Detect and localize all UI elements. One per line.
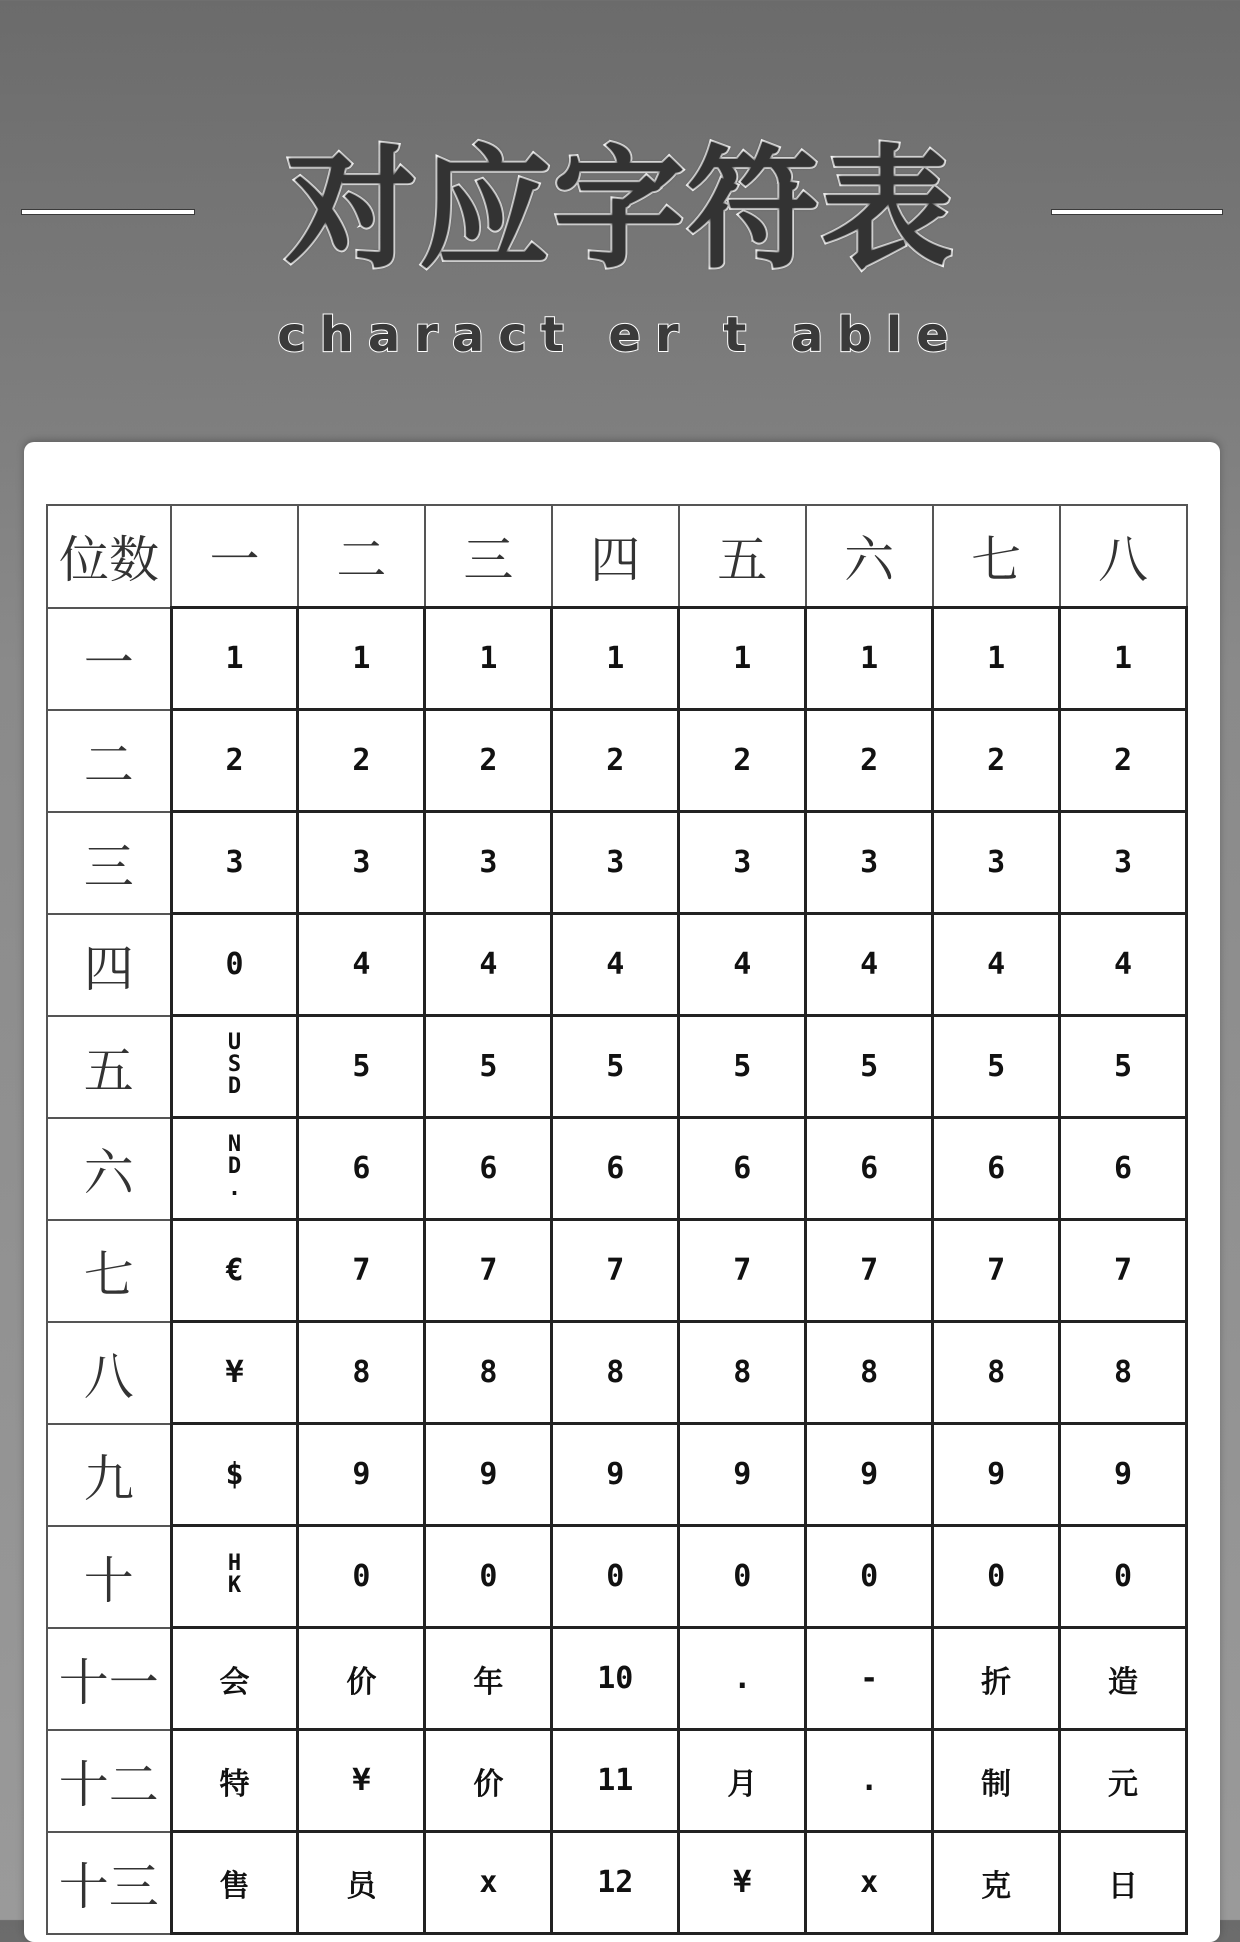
cell-value: 5 — [860, 1049, 879, 1084]
cell-value: 1 — [606, 641, 625, 676]
column-header: 二 — [298, 505, 425, 608]
table-cell — [679, 1118, 806, 1220]
table-cell — [298, 812, 425, 914]
table-cell — [679, 1832, 806, 1934]
page-subtitle: charact er t able — [277, 307, 963, 363]
table-cell — [171, 1322, 298, 1424]
table-cell — [933, 1118, 1060, 1220]
cell-value: ¥ — [225, 1355, 244, 1390]
cell-value: 2 — [1114, 743, 1133, 778]
table-cell — [806, 710, 933, 812]
table-header-row — [47, 505, 1187, 608]
cell-value: 会 — [219, 1664, 250, 1700]
cell-value: 7 — [352, 1253, 371, 1288]
table-cell — [552, 812, 679, 914]
table-row — [47, 1424, 1187, 1526]
table-cell — [552, 1322, 679, 1424]
column-header: 八 — [1060, 505, 1187, 608]
cell-value: 3 — [479, 845, 498, 880]
table-cell — [552, 1628, 679, 1730]
cell-value: 造 — [1108, 1664, 1139, 1700]
table-cell — [1060, 1628, 1187, 1730]
cell-value: 0 — [606, 1559, 625, 1594]
cell-value: 7 — [733, 1253, 752, 1288]
column-header: 三 — [425, 505, 552, 608]
title-divider-left — [22, 210, 194, 214]
table-cell — [933, 1016, 1060, 1118]
cell-value: 克 — [981, 1868, 1012, 1904]
table-cell — [933, 1220, 1060, 1322]
table-cell — [298, 608, 425, 710]
cell-value: 7 — [987, 1253, 1006, 1288]
cell-value: 11 — [597, 1763, 634, 1798]
row-label: 十一 — [47, 1628, 171, 1730]
cell-value: 0 — [860, 1559, 879, 1594]
cell-value: 日 — [1108, 1868, 1139, 1904]
table-cell — [425, 1016, 552, 1118]
cell-value: - — [860, 1661, 879, 1696]
table-cell — [425, 1322, 552, 1424]
table-cell — [298, 1424, 425, 1526]
table-row — [47, 608, 1187, 710]
table-cell — [552, 608, 679, 710]
table-cell — [679, 1730, 806, 1832]
cell-value: 0 — [479, 1559, 498, 1594]
row-label: 一 — [47, 608, 171, 710]
header-corner: 位数 — [47, 505, 171, 608]
table-row — [47, 1526, 1187, 1628]
table-cell — [171, 1016, 298, 1118]
table-cell — [933, 1628, 1060, 1730]
column-header: 四 — [552, 505, 679, 608]
table-cell — [298, 1628, 425, 1730]
table-cell — [933, 812, 1060, 914]
cell-value: 8 — [352, 1355, 371, 1390]
table-cell — [171, 1118, 298, 1220]
table-cell — [679, 812, 806, 914]
table-cell — [552, 914, 679, 1016]
cell-value: . — [860, 1763, 879, 1798]
table-cell — [552, 1424, 679, 1526]
cell-value: 价 — [473, 1766, 504, 1802]
table-card — [24, 442, 1220, 1942]
column-header: 七 — [933, 505, 1060, 608]
table-cell — [1060, 710, 1187, 812]
cell-value: 4 — [352, 947, 371, 982]
table-cell — [425, 1220, 552, 1322]
cell-value: 0 — [987, 1559, 1006, 1594]
cell-value: 12 — [597, 1865, 634, 1900]
cell-value: $ — [225, 1457, 244, 1492]
cell-value: 3 — [1114, 845, 1133, 880]
cell-value: 3 — [987, 845, 1006, 880]
cell-value: 9 — [733, 1457, 752, 1492]
table-cell — [933, 1730, 1060, 1832]
cell-value: x — [860, 1865, 879, 1900]
character-table — [46, 504, 1188, 1935]
table-cell — [806, 1526, 933, 1628]
cell-value: x — [479, 1865, 498, 1900]
table-cell — [425, 710, 552, 812]
table-cell — [933, 710, 1060, 812]
table-cell — [933, 1322, 1060, 1424]
cell-value: 特 — [219, 1766, 250, 1802]
cell-value: 9 — [987, 1457, 1006, 1492]
table-cell — [1060, 1730, 1187, 1832]
table-cell — [171, 914, 298, 1016]
cell-value: 4 — [987, 947, 1006, 982]
cell-value: 9 — [352, 1457, 371, 1492]
cell-value: 4 — [860, 947, 879, 982]
cell-value: 1 — [860, 641, 879, 676]
cell-value: 6 — [987, 1151, 1006, 1186]
table-cell — [933, 608, 1060, 710]
table-cell — [552, 1730, 679, 1832]
table-cell — [806, 812, 933, 914]
cell-value: 5 — [733, 1049, 752, 1084]
table-cell — [679, 710, 806, 812]
table-cell — [806, 1220, 933, 1322]
cell-value: 9 — [606, 1457, 625, 1492]
cell-value: 8 — [987, 1355, 1006, 1390]
row-label: 二 — [47, 710, 171, 812]
table-row — [47, 1220, 1187, 1322]
table-row — [47, 812, 1187, 914]
cell-value: 9 — [479, 1457, 498, 1492]
cell-value: 6 — [860, 1151, 879, 1186]
cell-value: 9 — [860, 1457, 879, 1492]
cell-value: 7 — [860, 1253, 879, 1288]
table-cell — [933, 1424, 1060, 1526]
table-row — [47, 1832, 1187, 1934]
cell-value: 4 — [606, 947, 625, 982]
table-cell — [425, 1832, 552, 1934]
cell-value: 2 — [606, 743, 625, 778]
title-divider-right — [1052, 210, 1222, 214]
cell-value: 5 — [479, 1049, 498, 1084]
table-cell — [425, 1424, 552, 1526]
cell-value: 4 — [733, 947, 752, 982]
table-cell — [679, 608, 806, 710]
table-row — [47, 1322, 1187, 1424]
cell-value: 1 — [987, 641, 1006, 676]
table-cell — [171, 1628, 298, 1730]
cell-value: 0 — [225, 947, 244, 982]
table-cell — [806, 1016, 933, 1118]
table-cell — [171, 1832, 298, 1934]
cell-value: 3 — [860, 845, 879, 880]
cell-value: 8 — [479, 1355, 498, 1390]
table-row — [47, 1730, 1187, 1832]
row-label: 三 — [47, 812, 171, 914]
cell-value: € — [225, 1253, 244, 1288]
table-cell — [552, 1016, 679, 1118]
cell-value: 1 — [733, 641, 752, 676]
table-cell — [1060, 1016, 1187, 1118]
cell-value: 1 — [479, 641, 498, 676]
table-cell — [425, 914, 552, 1016]
row-label: 六 — [47, 1118, 171, 1220]
table-cell — [933, 914, 1060, 1016]
cell-value: 2 — [987, 743, 1006, 778]
cell-value: 6 — [479, 1151, 498, 1186]
table-cell — [679, 914, 806, 1016]
cell-value: 售 — [219, 1868, 250, 1904]
table-cell — [552, 710, 679, 812]
table-cell — [425, 1118, 552, 1220]
table-cell — [171, 710, 298, 812]
table-cell — [425, 608, 552, 710]
cell-value: 7 — [606, 1253, 625, 1288]
table-body — [47, 608, 1187, 1934]
table-cell — [933, 1526, 1060, 1628]
page-title: 对应字符表 — [285, 133, 955, 287]
table-row — [47, 1628, 1187, 1730]
table-cell — [171, 608, 298, 710]
cell-value: 9 — [1114, 1457, 1133, 1492]
table-cell — [298, 914, 425, 1016]
row-label: 八 — [47, 1322, 171, 1424]
table-row — [47, 914, 1187, 1016]
cell-value: 2 — [733, 743, 752, 778]
table-cell — [298, 1016, 425, 1118]
table-cell — [679, 1322, 806, 1424]
table-cell — [679, 1220, 806, 1322]
cell-value: 1 — [352, 641, 371, 676]
table-cell — [1060, 1322, 1187, 1424]
cell-value: H K — [227, 1551, 242, 1598]
row-label: 九 — [47, 1424, 171, 1526]
table-cell — [552, 1526, 679, 1628]
row-label: 十 — [47, 1526, 171, 1628]
table-cell — [679, 1016, 806, 1118]
table-cell — [552, 1832, 679, 1934]
row-label: 十三 — [47, 1832, 171, 1934]
table-cell — [171, 1730, 298, 1832]
table-cell — [1060, 914, 1187, 1016]
table-row — [47, 1016, 1187, 1118]
row-label: 十二 — [47, 1730, 171, 1832]
table-cell — [1060, 1526, 1187, 1628]
cell-value: 4 — [479, 947, 498, 982]
table-cell — [806, 608, 933, 710]
cell-value: 员 — [346, 1868, 377, 1904]
cell-value: 2 — [225, 743, 244, 778]
cell-value: 月 — [727, 1766, 758, 1802]
cell-value: 8 — [1114, 1355, 1133, 1390]
cell-value: 5 — [352, 1049, 371, 1084]
table-cell — [425, 1628, 552, 1730]
cell-value: 8 — [860, 1355, 879, 1390]
row-label: 四 — [47, 914, 171, 1016]
cell-value: 3 — [606, 845, 625, 880]
table-cell — [425, 1730, 552, 1832]
cell-value: 3 — [352, 845, 371, 880]
cell-value: 8 — [733, 1355, 752, 1390]
cell-value: 5 — [987, 1049, 1006, 1084]
table-cell — [171, 1526, 298, 1628]
cell-value: 元 — [1108, 1766, 1139, 1802]
table-cell — [1060, 1118, 1187, 1220]
table-cell — [171, 1220, 298, 1322]
table-cell — [552, 1220, 679, 1322]
cell-value: 5 — [606, 1049, 625, 1084]
cell-value: 1 — [225, 641, 244, 676]
cell-value: . — [733, 1661, 752, 1696]
table-cell — [806, 1424, 933, 1526]
table-cell — [171, 1424, 298, 1526]
table-cell — [298, 1730, 425, 1832]
table-cell — [1060, 812, 1187, 914]
cell-value: 6 — [352, 1151, 371, 1186]
cell-value: 7 — [1114, 1253, 1133, 1288]
table-cell — [1060, 1424, 1187, 1526]
cell-value: 2 — [479, 743, 498, 778]
column-header: 六 — [806, 505, 933, 608]
cell-value: 折 — [981, 1664, 1012, 1700]
table-cell — [298, 1832, 425, 1934]
cell-value: 8 — [606, 1355, 625, 1390]
table-cell — [806, 1118, 933, 1220]
table-cell — [806, 1322, 933, 1424]
column-header: 一 — [171, 505, 298, 608]
table-cell — [298, 710, 425, 812]
cell-value: 6 — [733, 1151, 752, 1186]
table-cell — [806, 1628, 933, 1730]
row-label: 七 — [47, 1220, 171, 1322]
table-cell — [298, 1220, 425, 1322]
page-header — [0, 0, 1240, 440]
table-cell — [552, 1118, 679, 1220]
cell-value: 6 — [606, 1151, 625, 1186]
cell-value: 年 — [473, 1664, 504, 1700]
cell-value: ¥ — [352, 1763, 371, 1798]
table-cell — [679, 1424, 806, 1526]
table-row — [47, 1118, 1187, 1220]
cell-value: 3 — [733, 845, 752, 880]
table-cell — [679, 1628, 806, 1730]
table-cell — [1060, 1832, 1187, 1934]
table-cell — [298, 1322, 425, 1424]
table-cell — [425, 812, 552, 914]
cell-value: 0 — [733, 1559, 752, 1594]
table-cell — [679, 1526, 806, 1628]
cell-value: 5 — [1114, 1049, 1133, 1084]
cell-value: 0 — [352, 1559, 371, 1594]
cell-value: 制 — [981, 1766, 1012, 1802]
cell-value: 2 — [352, 743, 371, 778]
cell-value: 10 — [597, 1661, 634, 1696]
table-cell — [298, 1526, 425, 1628]
table-cell — [933, 1832, 1060, 1934]
table-cell — [806, 1730, 933, 1832]
table-cell — [1060, 1220, 1187, 1322]
cell-value: 1 — [1114, 641, 1133, 676]
table-cell — [806, 1832, 933, 1934]
table-cell — [806, 914, 933, 1016]
cell-value: ¥ — [733, 1865, 752, 1900]
table-row — [47, 710, 1187, 812]
cell-value: 7 — [479, 1253, 498, 1288]
table-cell — [298, 1118, 425, 1220]
cell-value: U S D — [227, 1030, 242, 1099]
row-label: 五 — [47, 1016, 171, 1118]
cell-value: 2 — [860, 743, 879, 778]
table-cell — [171, 812, 298, 914]
cell-value: 0 — [1114, 1559, 1133, 1594]
cell-value: 6 — [1114, 1151, 1133, 1186]
table-cell — [425, 1526, 552, 1628]
title-row — [0, 130, 1240, 290]
cell-value: N D . — [227, 1132, 242, 1201]
column-header: 五 — [679, 505, 806, 608]
cell-value: 3 — [225, 845, 244, 880]
table-cell — [1060, 608, 1187, 710]
cell-value: 价 — [346, 1664, 377, 1700]
cell-value: 4 — [1114, 947, 1133, 982]
